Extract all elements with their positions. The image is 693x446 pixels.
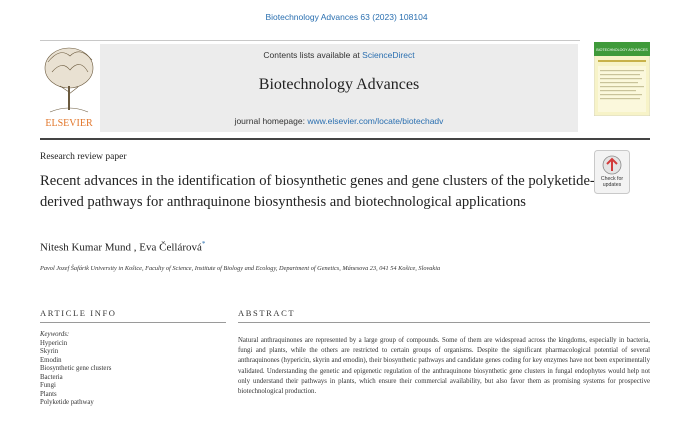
check-for-updates-badge[interactable] (594, 150, 630, 194)
top-divider (40, 40, 580, 41)
keyword-item: Emodin (40, 356, 62, 364)
article-info-divider (40, 322, 226, 323)
corresponding-author-mark[interactable]: * (201, 240, 206, 248)
keyword-item: Fungi (40, 382, 56, 389)
journal-citation[interactable]: Biotechnology Advances 63 (2023) 108104 (265, 12, 428, 22)
sciencedirect-link[interactable]: ScienceDirect (362, 50, 415, 60)
keyword-item: Biosynthetic gene clusters (40, 365, 112, 372)
check-badge-label: Check for updates (600, 176, 624, 188)
elsevier-logo (40, 42, 98, 132)
journal-title: Biotechnology Advances (258, 76, 420, 93)
journal-homepage (100, 116, 578, 126)
keyword-item: Skyrin (40, 348, 59, 355)
contents-line (100, 50, 578, 60)
author-names: Nitesh Kumar Mund , Eva Čellárová (40, 241, 202, 254)
keywords-block (40, 331, 111, 408)
keyword-item: Polyketide pathway (40, 399, 94, 406)
header-divider (40, 138, 650, 140)
homepage-link[interactable]: www.elsevier.com/locate/biotechadv (307, 116, 444, 126)
keyword-item: Bacteria (40, 373, 63, 381)
author-list (40, 240, 205, 254)
abstract-divider (238, 322, 650, 323)
journal-cover-thumbnail[interactable] (594, 42, 650, 116)
article-info-heading: ARTICLE INFO (40, 308, 117, 318)
article-title: Recent advances in the identification of biosynthetic genes and gene clusters of the polyketide-derived pathways for anthraquinone biosynthesis and biotechnological applications (40, 173, 595, 210)
abstract-heading: ABSTRACT (238, 308, 296, 318)
keywords-label: Keywords: (40, 331, 70, 338)
keyword-item: Hypericin (40, 339, 68, 347)
elsevier-wordmark: ELSEVIER (45, 118, 93, 129)
keyword-item: Plants (40, 390, 57, 398)
contents-prefix: Contents lists available at (263, 50, 363, 60)
abstract-text: Natural anthraquinones are represented by a large group of compounds. Some of them are widespread across the kingdoms, especially in bacteria, fungi and plants, while the others are restricted to certain groups of organisms. Despite the significant pharmacological potential of several anthraquinones (hypericin, skyrin and emodin), their biosynthetic pathways and candidate genes coding for key enzymes have not been experimentally validated. Understanding the genetic and epigenetic regulation of the anthraquinone biosynthetic gene clusters in fungal endophytes would help not only understand their pathways in plants, which ensure their commercial availability, but also favor them as promising systems for prospective biotechnological production. (238, 337, 650, 396)
homepage-prefix: journal homepage: (234, 116, 308, 126)
cover-title: BIOTECHNOLOGY ADVANCES (596, 48, 648, 52)
author-affiliation: Pavol Jozef Šafárik University in Košice, Faculty of Science, Institute of Biology and Ecology, Department of Genetics, Mánesova 23, 041 54 Košice, Slovakia (40, 265, 441, 272)
article-type: Research review paper (40, 152, 127, 162)
